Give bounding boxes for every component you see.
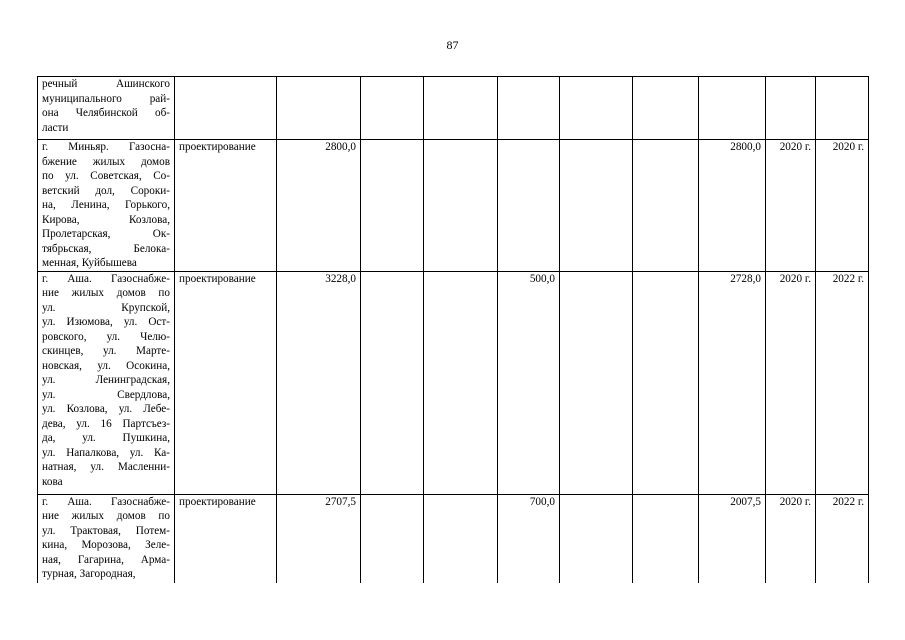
description-line: бжение жилых домов bbox=[42, 155, 170, 168]
stage-cell: проектирование bbox=[175, 494, 277, 583]
total-cell: 3228,0 bbox=[277, 271, 361, 494]
table-row bbox=[38, 271, 869, 494]
c9-cell: 2728,0 bbox=[699, 271, 766, 494]
start-cell: 2020 г. bbox=[766, 140, 816, 272]
description-line: ровского, ул. Челю- bbox=[42, 330, 170, 343]
start-cell bbox=[766, 77, 816, 140]
description-line: тябрьская, Белока- bbox=[42, 242, 170, 255]
description-line: новская, ул. Осокина, bbox=[42, 359, 170, 372]
description-line: ул. Козлова, ул. Лебе- bbox=[42, 403, 170, 415]
c6-cell bbox=[560, 494, 633, 583]
description-line: муниципального рай- bbox=[42, 92, 170, 105]
description-line: турная, Загородная, bbox=[42, 568, 136, 580]
end-cell: 2022 г. bbox=[816, 494, 869, 583]
c4-cell bbox=[424, 140, 498, 272]
object-description-cell bbox=[38, 77, 175, 140]
c5-cell: 500,0 bbox=[498, 271, 560, 494]
description-line: ние жилых домов по bbox=[42, 287, 170, 299]
c9-cell bbox=[699, 77, 766, 140]
description-line: Кирова, Козлова, bbox=[42, 213, 170, 226]
total-cell: 2707,5 bbox=[277, 494, 361, 583]
c7-cell bbox=[633, 271, 699, 494]
description-line: ние жилых домов по bbox=[42, 510, 170, 522]
c6-cell bbox=[560, 77, 633, 140]
description-line: ная, Гагарина, Арма- bbox=[42, 553, 170, 566]
object-description-cell bbox=[38, 271, 175, 494]
table-row bbox=[38, 140, 869, 272]
c5-cell bbox=[498, 140, 560, 272]
c3-cell bbox=[361, 494, 424, 583]
table-row bbox=[38, 77, 869, 140]
end-cell: 2022 г. bbox=[816, 271, 869, 494]
c5-cell: 700,0 bbox=[498, 494, 560, 583]
c7-cell bbox=[633, 140, 699, 272]
description-line: ласти bbox=[42, 121, 69, 134]
c7-cell bbox=[633, 77, 699, 140]
c4-cell bbox=[424, 271, 498, 494]
program-table bbox=[37, 76, 869, 583]
c6-cell bbox=[560, 140, 633, 272]
table-row bbox=[38, 494, 869, 583]
c4-cell bbox=[424, 77, 498, 140]
c3-cell bbox=[361, 271, 424, 494]
description-line: ветский дол, Сороки- bbox=[42, 184, 170, 197]
description-line: ул. Напалкова, ул. Ка- bbox=[42, 446, 170, 459]
c5-cell bbox=[498, 77, 560, 140]
description-line: скинцев, ул. Марте- bbox=[42, 345, 170, 357]
total-cell bbox=[277, 77, 361, 140]
start-cell: 2020 г. bbox=[766, 271, 816, 494]
description-line: по ул. Советская, Со- bbox=[42, 170, 170, 182]
object-description-cell bbox=[38, 494, 175, 583]
page-number: 87 bbox=[446, 38, 459, 52]
description-line: менная, Куйбышева bbox=[42, 257, 137, 269]
description-line: ул. Изюмова, ул. Ост- bbox=[42, 316, 170, 328]
description-line: Пролетарская, Ок- bbox=[42, 228, 170, 240]
description-line: кова bbox=[42, 475, 63, 488]
description-line: натная, ул. Масленни- bbox=[42, 461, 170, 473]
stage-cell: проектирование bbox=[175, 140, 277, 272]
description-line: г. Аша. Газоснабже- bbox=[42, 495, 170, 508]
description-line: кина, Морозова, Зеле- bbox=[42, 539, 170, 551]
description-line: г. Аша. Газоснабже- bbox=[42, 272, 170, 285]
c6-cell bbox=[560, 271, 633, 494]
c9-cell: 2007,5 bbox=[699, 494, 766, 583]
total-cell: 2800,0 bbox=[277, 140, 361, 272]
start-cell: 2020 г. bbox=[766, 494, 816, 583]
description-line: ул. Трактовая, Потем- bbox=[42, 524, 170, 537]
description-line: на, Ленина, Горького, bbox=[42, 199, 170, 211]
description-line: г. Миньяр. Газосна- bbox=[42, 141, 170, 153]
stage-cell bbox=[175, 77, 277, 140]
c7-cell bbox=[633, 494, 699, 583]
c3-cell bbox=[361, 77, 424, 140]
description-line: ул. Крупской, bbox=[42, 301, 170, 314]
description-line: да, ул. Пушкина, bbox=[42, 432, 170, 444]
description-line: дева, ул. 16 Партсъез- bbox=[42, 417, 170, 430]
stage-cell: проектирование bbox=[175, 271, 277, 494]
end-cell: 2020 г. bbox=[816, 140, 869, 272]
description-line: она Челябинской об- bbox=[42, 107, 170, 119]
end-cell bbox=[816, 77, 869, 140]
c4-cell bbox=[424, 494, 498, 583]
object-description-cell bbox=[38, 140, 175, 272]
c9-cell: 2800,0 bbox=[699, 140, 766, 272]
description-line: ул. Ленинградская, bbox=[42, 374, 170, 386]
description-line: речный Ашинского bbox=[42, 78, 170, 90]
c3-cell bbox=[361, 140, 424, 272]
description-line: ул. Свердлова, bbox=[42, 388, 170, 401]
